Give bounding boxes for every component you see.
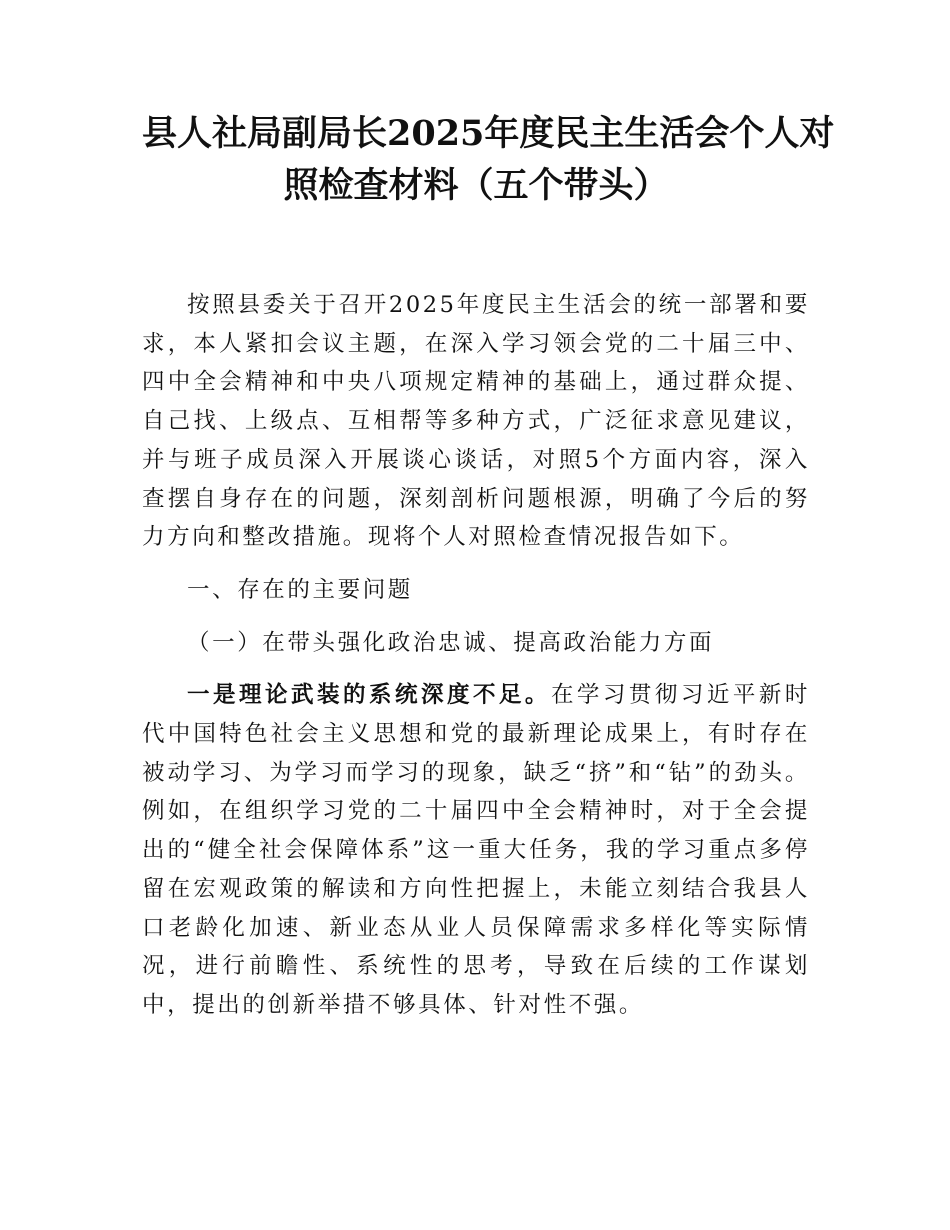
point-one-text: 在学习贯彻习近平新时代中国特色社会主义思想和党的最新理论成果上，有时存在被动学习、为学习而学习的现象，缺乏“挤”和“钻”的劲头。例如，在组织学习党的二十届四中全会精神时，对于全会提出的“健全社会保障体系”这一重大任务，我的学习重点多停留在宏观政策的解读和方向性把握上，未能立刻结合我县人口老龄化加速、新业态从业人员保障需求多样化等实际情况，进行前瞻性、系统性的思考，导致在后续的工作谋划中，提出的创新举措不够具体、针对性不强。 bbox=[142, 682, 810, 1018]
title-line-2: 照检查材料（五个带头） bbox=[283, 165, 669, 206]
subsection-heading-political-loyalty: （一）在带头强化政治忠诚、提高政治能力方面 bbox=[187, 629, 715, 656]
section-heading-main-problems: 一、存在的主要问题 bbox=[187, 576, 413, 603]
point-one-paragraph bbox=[142, 676, 810, 1024]
document-page bbox=[142, 108, 835, 1039]
document-body bbox=[142, 286, 810, 1025]
document-title bbox=[142, 108, 835, 212]
point-one-lead: 一是理论武装的系统深度不足。 bbox=[187, 682, 551, 709]
intro-paragraph: 按照县委关于召开2025年度民主生活会的统一部署和要求，本人紧扣会议主题，在深入学习领会党的二十届三中、四中全会精神和中央八项规定精神的基础上，通过群众提、自己找、上级点、互相帮等多种方式，广泛征求意见建议，并与班子成员深入开展谈心谈话，对照5个方面内容，深入查摆自身存在的问题，深刻剖析问题根源，明确了今后的努力方向和整改措施。现将个人对照检查情况报告如下。 bbox=[142, 292, 810, 551]
title-line-1: 县人社局副局长2025年度民主生活会个人对 bbox=[142, 113, 835, 154]
